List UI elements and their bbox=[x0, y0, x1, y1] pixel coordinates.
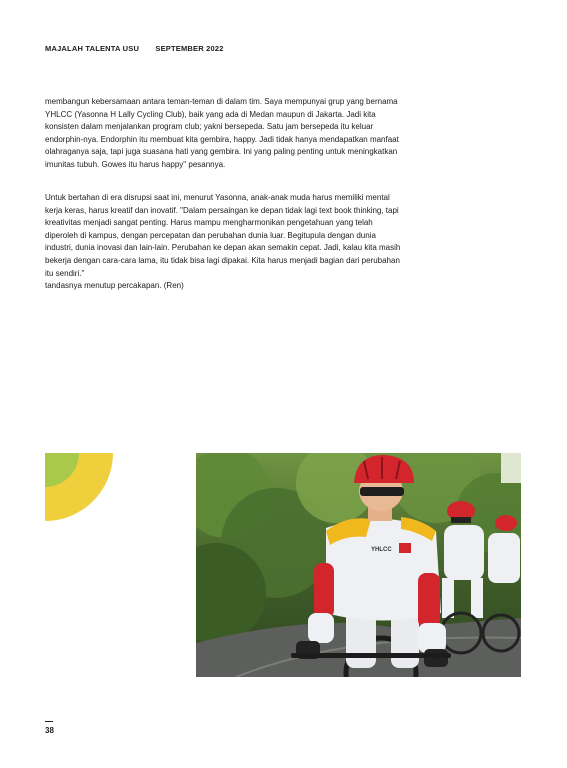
article-paragraph-1: membangun kebersamaan antara teman-teman di dalam tim. Saya mempunyai grup yang bernama YHLCC (Yasonna H Lally Cycling Club), baik yang ada di Medan maupun di Jakarta. Jadi kita konsisten dalam menjalankan program club; yakni bersepeda. Satu jam bersepeda itu keluar endorphin-nya. Endorphin itu membuat kita gembira, happy. Jadi tidak hanya mendapatkan manfaat olahraganya saja, tapi juga suasana hati yang gembira. Ini yang paling penting untuk meningkatkan imunitas tubuh. Gowes itu harus happy" pesannya. bbox=[45, 97, 399, 169]
issue-date: SEPTEMBER 2022 bbox=[155, 44, 224, 53]
magazine-name: MAJALAH TALENTA USU bbox=[45, 44, 140, 53]
decorative-arc-ornament bbox=[45, 453, 115, 523]
article-paragraph-2-block bbox=[45, 192, 405, 293]
article-paragraph-2: Untuk bertahan di era disrupsi saat ini, menurut Yasonna, anak-anak muda harus memiliki mental kerja keras, harus kreatif dan inovatif. "Dalam persaingan ke depan tidak lagi text book thinking, tapi kreativitas menjadi sangat penting. Harus mampu mengharmonikan pengetahuan yang telah diperoleh di kampus, dengan percepatan dan perubahan dunia luar. Begitupula dengan dunia industri, dunia inovasi dan lain-lain. Perubahan ke depan akan semakin cepat. Jadi, kalau kita masih bekerja dengan cara-cara lama, itu tidak bisa lagi dipakai. Kita harus menjadi bagian dari perubahan itu sendiri." bbox=[45, 193, 401, 278]
cyclists-photo-illustration bbox=[196, 453, 521, 677]
footer-rule bbox=[45, 721, 53, 722]
article-closing: tandasnya menutup percakapan. (Ren) bbox=[45, 281, 184, 291]
running-header bbox=[45, 44, 238, 53]
cyclists-photo bbox=[196, 453, 521, 677]
jersey-text: YHLCC bbox=[371, 547, 392, 553]
page-number: 38 bbox=[45, 726, 54, 735]
